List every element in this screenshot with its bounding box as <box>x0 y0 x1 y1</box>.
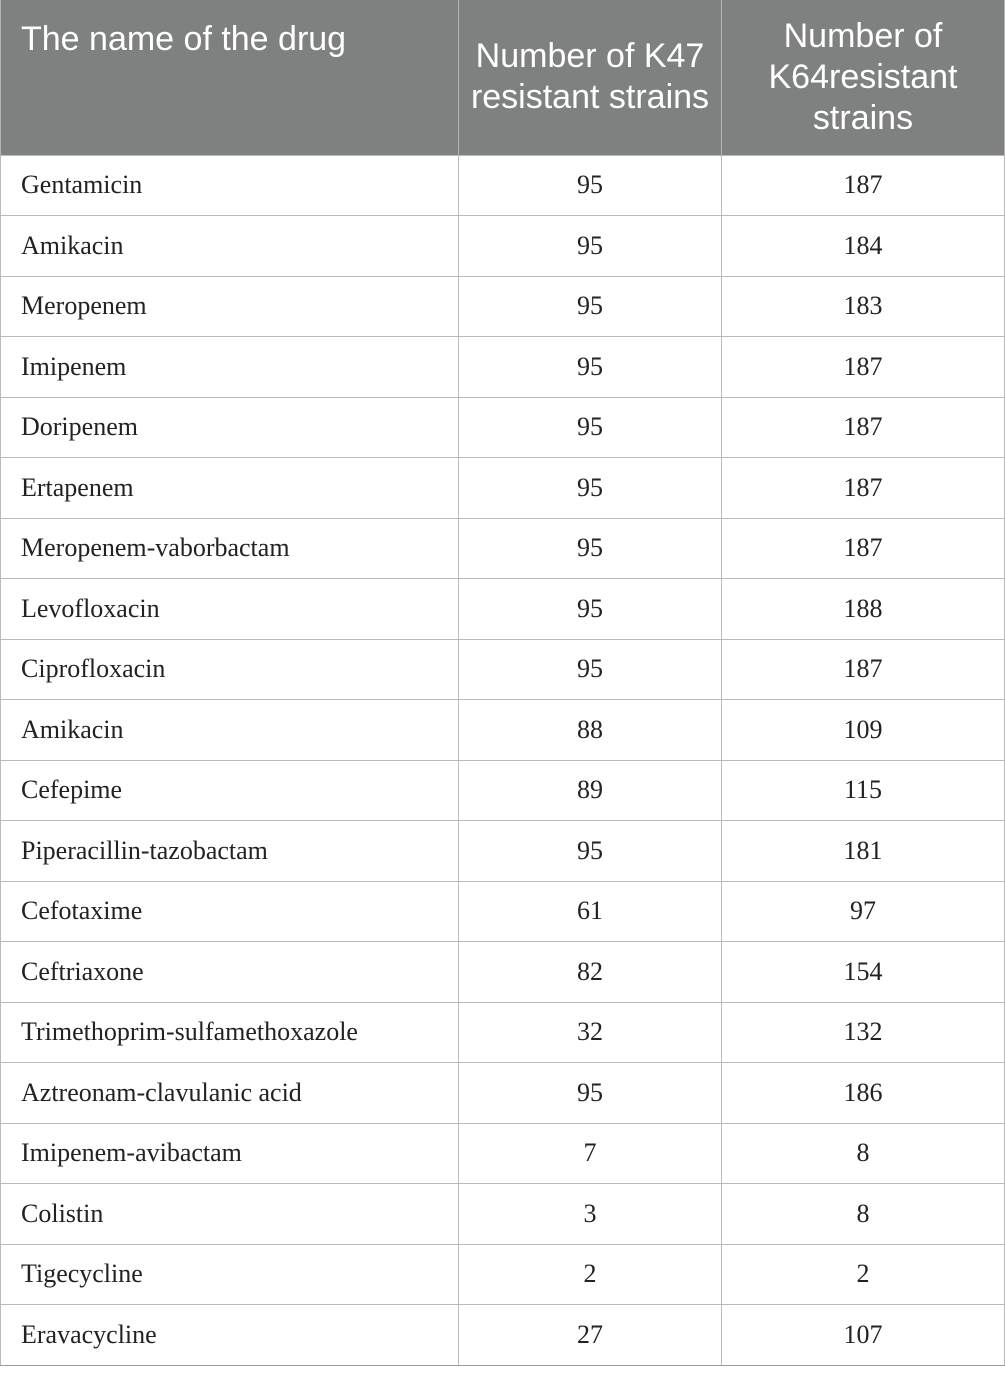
k47-count-cell: 95 <box>459 579 722 640</box>
k47-count-cell: 95 <box>459 276 722 337</box>
drug-name-cell: Colistin <box>1 1184 459 1245</box>
k64-count-cell: 187 <box>722 337 1005 398</box>
k47-count-cell: 95 <box>459 155 722 216</box>
table-row <box>1 942 1005 1003</box>
k47-count-cell: 2 <box>459 1244 722 1305</box>
k64-count-cell: 188 <box>722 579 1005 640</box>
drug-name-cell: Cefotaxime <box>1 881 459 942</box>
k47-count-cell: 7 <box>459 1123 722 1184</box>
table-row <box>1 337 1005 398</box>
table-row <box>1 639 1005 700</box>
k47-count-cell: 89 <box>459 760 722 821</box>
k64-count-cell: 187 <box>722 639 1005 700</box>
k47-count-cell: 95 <box>459 639 722 700</box>
k47-count-cell: 88 <box>459 700 722 761</box>
k64-count-cell: 181 <box>722 821 1005 882</box>
table-header <box>1 0 1005 155</box>
table-row <box>1 760 1005 821</box>
k64-count-cell: 187 <box>722 518 1005 579</box>
k47-count-cell: 95 <box>459 397 722 458</box>
k64-count-cell: 8 <box>722 1184 1005 1245</box>
drug-name-cell: Ceftriaxone <box>1 942 459 1003</box>
table-row <box>1 155 1005 216</box>
table-row <box>1 579 1005 640</box>
table-row <box>1 700 1005 761</box>
header-k64-count: Number of K64resistant strains <box>722 0 1005 155</box>
k47-count-cell: 95 <box>459 216 722 277</box>
k64-count-cell: 183 <box>722 276 1005 337</box>
drug-name-cell: Ertapenem <box>1 458 459 519</box>
k47-count-cell: 3 <box>459 1184 722 1245</box>
k47-count-cell: 95 <box>459 458 722 519</box>
k47-count-cell: 32 <box>459 1002 722 1063</box>
k64-count-cell: 154 <box>722 942 1005 1003</box>
table-row <box>1 1305 1005 1366</box>
drug-name-cell: Doripenem <box>1 397 459 458</box>
k64-count-cell: 109 <box>722 700 1005 761</box>
table-row <box>1 216 1005 277</box>
drug-name-cell: Levofloxacin <box>1 579 459 640</box>
table-row <box>1 881 1005 942</box>
k64-count-cell: 187 <box>722 458 1005 519</box>
drug-name-cell: Imipenem <box>1 337 459 398</box>
drug-name-cell: Amikacin <box>1 216 459 277</box>
drug-name-cell: Amikacin <box>1 700 459 761</box>
k64-count-cell: 2 <box>722 1244 1005 1305</box>
table-row <box>1 397 1005 458</box>
k64-count-cell: 97 <box>722 881 1005 942</box>
drug-name-cell: Eravacycline <box>1 1305 459 1366</box>
drug-name-cell: Tigecycline <box>1 1244 459 1305</box>
k64-count-cell: 107 <box>722 1305 1005 1366</box>
table-row <box>1 276 1005 337</box>
header-k47-count: Number of K47 resistant strains <box>459 0 722 155</box>
k64-count-cell: 187 <box>722 155 1005 216</box>
table-row <box>1 458 1005 519</box>
drug-name-cell: Aztreonam-clavulanic acid <box>1 1063 459 1124</box>
drug-name-cell: Meropenem <box>1 276 459 337</box>
drug-name-cell: Ciprofloxacin <box>1 639 459 700</box>
k47-count-cell: 95 <box>459 1063 722 1124</box>
k47-count-cell: 82 <box>459 942 722 1003</box>
k64-count-cell: 187 <box>722 397 1005 458</box>
table-row <box>1 518 1005 579</box>
table-row <box>1 1063 1005 1124</box>
table-row <box>1 1184 1005 1245</box>
k64-count-cell: 8 <box>722 1123 1005 1184</box>
k47-count-cell: 27 <box>459 1305 722 1366</box>
k47-count-cell: 61 <box>459 881 722 942</box>
drug-name-cell: Piperacillin-tazobactam <box>1 821 459 882</box>
k47-count-cell: 95 <box>459 821 722 882</box>
k47-count-cell: 95 <box>459 337 722 398</box>
k64-count-cell: 132 <box>722 1002 1005 1063</box>
table-row <box>1 1002 1005 1063</box>
k64-count-cell: 186 <box>722 1063 1005 1124</box>
drug-name-cell: Imipenem-avibactam <box>1 1123 459 1184</box>
k64-count-cell: 115 <box>722 760 1005 821</box>
header-drug-name: The name of the drug <box>1 0 459 155</box>
drug-name-cell: Trimethoprim-sulfamethoxazole <box>1 1002 459 1063</box>
table-row <box>1 821 1005 882</box>
k64-count-cell: 184 <box>722 216 1005 277</box>
drug-name-cell: Gentamicin <box>1 155 459 216</box>
table-body <box>1 155 1005 1365</box>
drug-name-cell: Cefepime <box>1 760 459 821</box>
k47-count-cell: 95 <box>459 518 722 579</box>
table-row <box>1 1244 1005 1305</box>
table-row <box>1 1123 1005 1184</box>
drug-name-cell: Meropenem-vaborbactam <box>1 518 459 579</box>
header-row <box>1 0 1005 155</box>
